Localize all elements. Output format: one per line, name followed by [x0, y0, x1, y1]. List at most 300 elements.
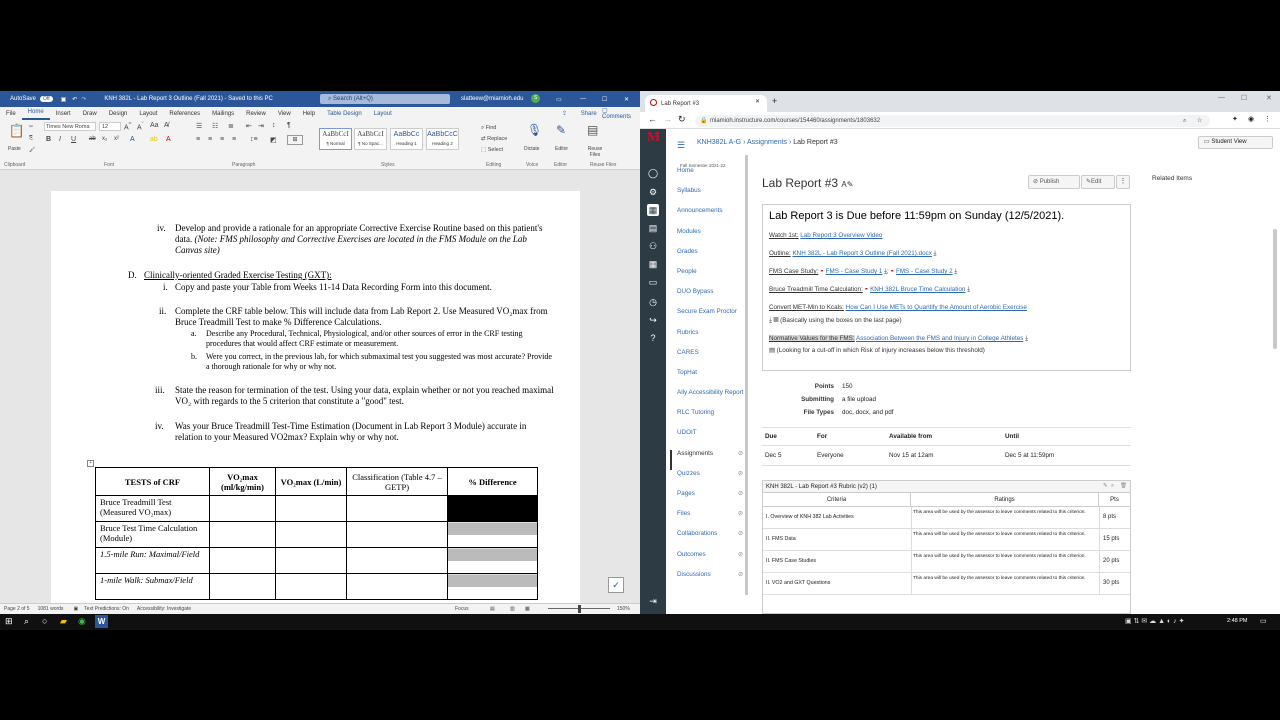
tab-mailings[interactable]: Mailings	[212, 110, 235, 117]
zoom-icon[interactable]: ⌕	[1183, 118, 1187, 124]
course-nav-label: Modules	[677, 227, 701, 235]
fms-link-1[interactable]: FMS - Case Study 1	[825, 268, 883, 275]
miami-logo-icon[interactable]: M	[647, 130, 661, 145]
inbox-icon[interactable]: ▭	[648, 277, 658, 287]
table-cell[interactable]: Bruce Treadmill Test (Measured VO₂max)	[96, 496, 210, 522]
course-nav-item-cares[interactable]	[670, 349, 745, 369]
focus-button[interactable]: Focus	[455, 606, 469, 612]
course-nav-item-home[interactable]	[670, 167, 745, 187]
font-size-select[interactable]: 12	[99, 122, 121, 131]
page-count[interactable]: Page 2 of 5	[4, 606, 30, 612]
web-layout-icon[interactable]: ▦	[525, 606, 530, 612]
numbering-icon[interactable]: ☷	[212, 123, 219, 130]
divider	[762, 445, 1131, 446]
table-cell[interactable]	[347, 574, 448, 600]
table-cell[interactable]	[210, 522, 276, 548]
style-no-spacing[interactable]	[354, 128, 387, 150]
align-right-icon[interactable]: ≡	[220, 136, 225, 143]
style-heading1[interactable]	[390, 128, 423, 150]
autosave-toggle[interactable]: Off	[40, 96, 53, 102]
table-cell[interactable]	[276, 574, 347, 600]
tab-table-design[interactable]: Table Design	[327, 110, 362, 117]
course-nav-scrollbar[interactable]	[745, 155, 748, 595]
description-line: FMS Case Study: ◓ FMS - Case Study 1 ⤓; ◓ FMS - Case Study 2 ⤓	[769, 268, 958, 275]
fms-label: FMS Case Study:	[769, 268, 819, 275]
doc-paragraph: State the reason for termination of the test. Using your data, explain whether or not you reached maximal VO₂ with regards to the 5 criterion that constitute a "good" test.	[175, 385, 554, 406]
collapse-nav-icon[interactable]: ⇥	[649, 596, 657, 606]
paste-label[interactable]: Paste	[8, 146, 21, 152]
download-icon[interactable]: ⤓	[954, 268, 958, 275]
course-nav-label: Pages	[677, 490, 695, 497]
list-marker: i.	[163, 282, 168, 292]
table-cell[interactable]	[210, 548, 276, 574]
table-cell[interactable]	[448, 522, 538, 548]
tab-file[interactable]: File	[6, 110, 16, 117]
table-row	[96, 548, 538, 574]
ribbon-display-icon[interactable]: ▭	[556, 96, 562, 103]
table-cell[interactable]	[276, 548, 347, 574]
description-line	[769, 317, 902, 325]
browser-tabbar	[640, 91, 1280, 112]
rubric-edit-icon[interactable]: ✎	[1103, 483, 1108, 489]
table-move-handle-icon[interactable]: +	[87, 460, 94, 467]
course-nav-label: Announcements	[677, 207, 723, 215]
cortana-icon[interactable]: ○	[42, 616, 48, 626]
url-bar[interactable]	[695, 115, 1210, 127]
share-label: Share	[580, 111, 597, 117]
search-icon: ⌕	[328, 96, 332, 102]
subscript-button[interactable]: x₂	[102, 136, 108, 142]
breadcrumb	[697, 139, 838, 146]
hidden-eye-icon[interactable]: ⊘	[737, 450, 743, 457]
due-available: Nov 15 at 12am	[889, 452, 934, 459]
browser-toolbar	[640, 112, 1280, 129]
course-nav-item-udoit[interactable]	[670, 429, 745, 449]
rubric-row	[763, 529, 1130, 551]
page-title-text: Lab Report #3	[762, 176, 839, 190]
course-nav-label: Ally Accessibility Report	[677, 389, 744, 397]
text-effects-icon[interactable]: A	[130, 136, 135, 143]
list-marker: iv.	[157, 223, 166, 233]
copy-icon[interactable]: ⎘	[29, 135, 34, 141]
download-icon[interactable]: ⤓	[884, 268, 887, 275]
zoom-slider-thumb[interactable]	[578, 605, 581, 613]
notification-icon[interactable]: ▭	[1260, 618, 1267, 625]
breadcrumb-assignments[interactable]: Assignments	[746, 139, 788, 146]
reuse-files-label[interactable]: Reuse Files	[587, 146, 603, 158]
group-clipboard: Clipboard	[4, 162, 26, 168]
course-nav-item-secure-exam-proctor[interactable]	[670, 308, 745, 328]
word-count[interactable]: 1081 words	[37, 606, 64, 612]
rubric-points: 20 pts	[1103, 558, 1120, 564]
pdf-icon: ◓	[890, 268, 895, 275]
clock[interactable]: 2:48 PM	[1227, 618, 1248, 624]
rubric-criterion: II. FMS Case Studies	[766, 558, 817, 564]
download-icon[interactable]: ⤓	[1025, 335, 1028, 342]
window-close-icon[interactable]: ✕	[1266, 95, 1272, 102]
taskbar-search-icon[interactable]: ⌕	[24, 616, 30, 626]
course-nav	[670, 167, 745, 591]
doc-paragraph: Was your Bruce Treadmill Test-Time Estimation (Document in Lab Report 3 Module) accurate in relation to your Measured VO2max? Explain why or why not.	[175, 421, 527, 442]
windows-start-icon[interactable]: ⊞	[5, 616, 13, 626]
course-nav-item-syllabus[interactable]	[670, 187, 745, 207]
rubric-points: 15 pts	[1103, 536, 1120, 542]
paste-icon[interactable]: 📋	[8, 123, 26, 138]
read-mode-icon[interactable]: ▤	[490, 606, 495, 612]
group-paragraph: Paragraph	[232, 162, 256, 168]
fms-link-2[interactable]: FMS - Case Study 2	[895, 268, 953, 275]
line-spacing-icon[interactable]: ↕≡	[250, 136, 258, 143]
pilcrow-icon[interactable]: ¶	[287, 122, 291, 129]
table-cell[interactable]	[448, 496, 538, 522]
back-icon[interactable]: ←	[648, 114, 657, 124]
history-icon[interactable]: ◷	[649, 297, 657, 307]
course-nav-item-assignments[interactable]	[670, 450, 745, 470]
save-icon[interactable]: ▣	[60, 96, 67, 103]
table-header: % Difference	[448, 468, 538, 496]
hidden-eye-icon[interactable]: ⊘	[737, 470, 743, 477]
course-nav-label: Outcomes	[677, 550, 706, 558]
rubric-criterion: II. VO2 and GXT Questions	[766, 580, 831, 586]
immersive-reader-icon[interactable]: A✎	[841, 180, 854, 189]
course-nav-item-pages[interactable]	[670, 490, 745, 510]
points-label: Points	[814, 383, 834, 390]
breadcrumb-separator-icon: ›	[788, 139, 794, 146]
reuse-files-icon[interactable]: ▤	[587, 123, 599, 137]
tab-insert[interactable]: Insert	[55, 110, 71, 117]
comments-button[interactable]	[590, 107, 640, 120]
comment-icon: ▢	[602, 108, 608, 114]
met-note: (Basically using the boxes on the last page)	[780, 317, 902, 324]
align-left-icon[interactable]: ≡	[196, 136, 201, 143]
help-icon[interactable]: ?	[650, 333, 656, 343]
avatar[interactable]: S	[531, 94, 540, 103]
italic-button[interactable]: I	[59, 136, 61, 143]
style-normal[interactable]	[319, 128, 352, 150]
replace-button[interactable]	[481, 136, 507, 142]
format-painter-icon[interactable]: 🖌	[29, 147, 36, 153]
course-nav-item-duo-bypass[interactable]	[670, 288, 745, 308]
table-cell[interactable]	[276, 496, 347, 522]
profile-icon[interactable]: ◉	[1248, 116, 1255, 123]
filetypes-label: File Types	[803, 409, 834, 416]
course-nav-item-rubrics[interactable]	[670, 329, 745, 349]
doc-paragraph: Were you correct, in the previous lab, for which submaximal test you suggested was most accurate? Provide a thorough rationale for why or why not.	[206, 352, 552, 371]
style-normal-preview: AaBbCcI	[322, 130, 349, 138]
rubric-criteria-header: Criteria	[763, 493, 911, 507]
style-no-spacing-preview: AaBbCcI	[357, 130, 384, 138]
maximize-icon[interactable]: ☐	[602, 96, 608, 103]
highlight-icon[interactable]: ab	[150, 136, 158, 143]
window-minimize-icon[interactable]: —	[1218, 94, 1225, 101]
table-header: Classification (Table 4.7 – GETP)	[347, 468, 448, 496]
shading-icon[interactable]: ◩	[270, 137, 277, 144]
editor-icon[interactable]: ✎	[556, 123, 567, 137]
course-nav-item-files[interactable]	[670, 510, 745, 530]
table-cell[interactable]	[347, 522, 448, 548]
preview-icon[interactable]: ▤	[769, 347, 775, 354]
search-box[interactable]	[320, 94, 450, 104]
rubric-delete-icon[interactable]: 🗑	[1120, 483, 1127, 489]
sort-icon[interactable]: ↕	[272, 122, 276, 129]
clear-format-icon[interactable]: A̸	[164, 122, 169, 129]
divider	[762, 427, 1131, 428]
reload-icon[interactable]: ↻	[678, 114, 686, 124]
word-titlebar	[0, 91, 640, 107]
grow-font-icon[interactable]: A^	[124, 122, 132, 132]
tab-design[interactable]: Design	[108, 110, 128, 117]
font-color-icon[interactable]: A	[166, 136, 171, 143]
hamburger-icon[interactable]: ☰	[677, 140, 686, 150]
table-cell[interactable]	[347, 548, 448, 574]
change-case-icon[interactable]: Aa	[150, 122, 159, 129]
norm-link[interactable]: Association Between the FMS and Injury in College Athletes	[856, 335, 1024, 342]
course-nav-label: Home	[677, 167, 694, 174]
checkmark-icon[interactable]: ✓	[608, 577, 624, 593]
outline-link[interactable]: KNH 382L - Lab Report 3 Outline (Fall 2021).docx	[792, 250, 932, 257]
student-view-button[interactable]	[1198, 136, 1273, 149]
tab-references[interactable]: References	[169, 110, 201, 117]
style-heading2[interactable]	[426, 128, 459, 150]
table-cell[interactable]	[347, 496, 448, 522]
course-nav-label: Discussions	[677, 570, 711, 578]
rubric-row	[763, 551, 1130, 573]
decrease-indent-icon[interactable]: ⇤	[246, 123, 252, 130]
rubric	[762, 480, 1131, 614]
align-center-icon[interactable]: ≡	[208, 136, 213, 143]
more-options-icon[interactable]: ⋮	[1116, 175, 1130, 189]
met-link[interactable]: How Can I Use METs to Quantify the Amount of Aerobic Exercise	[845, 304, 1027, 311]
word-taskbar-icon[interactable]: W	[95, 615, 108, 628]
select-label: Select	[487, 147, 504, 153]
word-window	[0, 91, 640, 614]
zoom-level[interactable]: 150%	[617, 606, 630, 612]
editor-label[interactable]: Editor	[555, 146, 569, 152]
document-title: KNH 382L - Lab Report 3 Outline (Fall 2021) - Saved to this PC	[104, 96, 273, 102]
table-cell[interactable]	[448, 548, 538, 574]
bullets-icon[interactable]: ☰	[196, 123, 203, 130]
style-normal-name: ¶ Normal	[326, 141, 345, 146]
extensions-icon[interactable]: ✦	[1232, 116, 1238, 123]
font-name-select[interactable]: Times New Roma	[44, 122, 96, 131]
list-marker: a.	[191, 329, 197, 338]
table-header: VO₂max (L/min)	[276, 468, 347, 496]
edit-button[interactable]	[1081, 175, 1115, 189]
publish-button[interactable]	[1028, 175, 1080, 189]
cut-icon[interactable]: ✂	[29, 124, 34, 130]
download-icon[interactable]: ⤓	[967, 286, 970, 293]
group-editor: Editor	[554, 162, 568, 168]
table-cell[interactable]	[210, 496, 276, 522]
shrink-font-icon[interactable]: $A^ˇ$	[137, 122, 144, 132]
undo-icon[interactable]: ↶	[72, 96, 78, 103]
course-nav-item-rlc-tutoring[interactable]	[670, 409, 745, 429]
browser-tab-title: Lab Report #3	[661, 100, 700, 107]
filetypes-value: doc, docx, and pdf	[842, 409, 894, 416]
forward-icon[interactable]: →	[663, 114, 672, 124]
word-statusbar	[0, 603, 640, 614]
tab-draw[interactable]: Draw	[82, 110, 97, 117]
multilevel-icon[interactable]: ≣	[228, 123, 234, 130]
description-line	[769, 286, 970, 294]
select-icon: ⬚	[481, 147, 488, 153]
outline-label: Outline:	[769, 250, 791, 257]
underline-button[interactable]: U	[71, 136, 77, 143]
rubric-divider	[1099, 507, 1100, 529]
watch-link[interactable]: Lab Report 3 Overview Video	[800, 232, 883, 239]
new-tab-icon[interactable]: +	[772, 96, 778, 106]
style-no-spacing-name: ¶ No Spac...	[358, 141, 383, 146]
rubric-title: KNH 382L - Lab Report #3 Rubric (v2) (1)	[763, 481, 1130, 493]
rubric-criterion: I. Overview of KNH 382 Lab Activities	[766, 514, 854, 520]
borders-icon[interactable]: ⊞	[287, 135, 303, 145]
table-cell[interactable]	[210, 574, 276, 600]
hidden-eye-icon[interactable]: ⊘	[737, 491, 743, 497]
bookmark-star-icon[interactable]: ☆	[1197, 118, 1203, 124]
list-marker: iv.	[155, 421, 164, 431]
due-for: Everyone	[817, 452, 844, 459]
course-nav-label: Quizzes	[677, 469, 700, 477]
breadcrumb-current: Lab Report #3	[793, 139, 838, 146]
bruce-link[interactable]: KNH 382L Bruce Time Calculation	[870, 286, 966, 293]
chrome-taskbar-icon[interactable]: ◉	[78, 616, 86, 626]
admin-icon[interactable]: ⚙	[648, 187, 658, 197]
tab-layout[interactable]: Layout	[139, 110, 158, 117]
page-scrollbar[interactable]	[1273, 229, 1277, 349]
course-nav-item-ally-accessibility-report[interactable]	[670, 389, 745, 409]
preview-icon[interactable]: ▤	[773, 317, 779, 324]
window-maximize-icon[interactable]: ☐	[1241, 95, 1248, 102]
tab-home[interactable]: Home	[22, 107, 50, 120]
hidden-eye-icon[interactable]: ⊘	[737, 551, 743, 558]
course-nav-label: CARES	[677, 348, 699, 356]
find-label: Find	[485, 125, 497, 131]
doc-note: (Note: FMS philosophy and Corrective Exercises are located in the FMS Module on the Lab Canvas site)	[175, 234, 527, 255]
course-nav-item-grades[interactable]	[670, 248, 745, 268]
dashboard-icon[interactable]: ▦	[648, 205, 658, 215]
description-line	[769, 250, 936, 258]
table-cell[interactable]: 1.5-mile Run: Maximal/Field	[96, 548, 210, 574]
course-nav-label: Collaborations	[677, 530, 718, 538]
divider	[762, 465, 1131, 466]
tab-close-icon[interactable]: ✕	[755, 99, 761, 105]
term-label: Fall Semester 2021-22	[680, 163, 726, 168]
chrome-menu-icon[interactable]: ⋮	[1264, 116, 1271, 123]
print-layout-icon[interactable]: ▥	[510, 606, 515, 612]
redo-icon[interactable]: ↷	[81, 96, 87, 103]
doc-paragraph: Complete the CRF table below. This will include data from Lab Report 2. Use Measured VO₂max from Bruce Treadmill Test to make % Difference Calculations.	[175, 306, 548, 327]
group-voice: Voice	[526, 162, 539, 168]
course-nav-item-discussions[interactable]	[670, 571, 745, 591]
description-line	[769, 304, 1027, 311]
superscript-button[interactable]: x²	[114, 136, 119, 142]
tab-review[interactable]: Review	[246, 110, 266, 117]
close-icon[interactable]: ✕	[624, 96, 630, 103]
download-icon[interactable]: ⤓	[933, 250, 937, 257]
rubric-pts-header: Pts	[1099, 493, 1130, 507]
system-tray-icons[interactable]: ▣ ⇅ ✉ ☁ ▲ ◐ ♪ ✦	[1125, 618, 1185, 625]
file-explorer-icon[interactable]: ▰	[60, 616, 67, 626]
pdf-icon: ◓	[864, 286, 869, 293]
table-header-row	[96, 468, 538, 496]
text-predictions[interactable]: Text Predictions: On	[84, 606, 129, 612]
breadcrumb-separator-icon: ›	[743, 139, 747, 146]
breadcrumb-course[interactable]: KNH382L A-G	[697, 139, 742, 146]
course-nav-item-announcements[interactable]	[670, 207, 745, 227]
document-page[interactable]	[51, 191, 620, 609]
table-cell[interactable]: Bruce Test Time Calculation (Module)	[96, 522, 210, 548]
course-nav-item-tophat[interactable]	[670, 369, 745, 389]
hidden-eye-icon[interactable]: ⊘	[737, 571, 743, 578]
rubric-search-icon[interactable]: ⌕	[1111, 483, 1114, 489]
rubric-divider	[1099, 573, 1100, 595]
download-icon[interactable]: ⤓	[769, 317, 772, 324]
hidden-eye-icon[interactable]: ⊘	[737, 531, 743, 538]
courses-icon[interactable]: ▤	[648, 223, 658, 233]
course-nav-item-modules[interactable]	[670, 228, 745, 248]
increase-indent-icon[interactable]: ⇥	[258, 123, 264, 130]
list-marker: D.	[128, 270, 137, 280]
group-font: Font	[104, 162, 115, 168]
canvas-favicon-icon	[650, 99, 657, 106]
due-col-header: Due	[765, 433, 777, 440]
rubric-points: 8 pts	[1103, 514, 1117, 520]
tab-help[interactable]: Help	[302, 110, 316, 117]
dictate-label[interactable]: Dictate	[524, 146, 540, 152]
accessibility-status[interactable]: Accessibility: Investigate	[136, 606, 192, 612]
comments-label: Comments	[602, 114, 632, 120]
doc-heading: Clinically-oriented Graded Exercise Testing (GXT):	[144, 270, 332, 280]
browser-tab[interactable]	[645, 95, 767, 112]
justify-icon[interactable]: ≡	[232, 136, 237, 143]
table-row	[96, 522, 538, 548]
due-date: Dec 5	[765, 452, 782, 459]
hidden-eye-icon[interactable]: ⊘	[737, 511, 743, 518]
course-nav-item-people[interactable]	[670, 268, 745, 288]
select-button[interactable]	[481, 147, 503, 153]
tab-table-layout[interactable]: Layout	[373, 110, 392, 117]
bold-button[interactable]: B	[46, 136, 52, 143]
microphone-icon[interactable]: 🎙	[527, 123, 543, 137]
table-cell[interactable]: 1-mile Walk: Submax/Field	[96, 574, 210, 600]
course-nav-label: Rubrics	[677, 328, 699, 336]
course-nav-label: UDOIT	[677, 429, 697, 437]
commons-icon[interactable]: ↪	[649, 315, 657, 325]
course-nav-item-outcomes[interactable]	[670, 551, 745, 571]
tab-view[interactable]: View	[277, 110, 291, 117]
proofing-icon[interactable]: ▣	[73, 606, 79, 612]
groups-icon[interactable]: ⚇	[648, 241, 658, 251]
crf-table[interactable]	[95, 467, 538, 600]
page-title	[762, 176, 853, 190]
find-button[interactable]	[481, 125, 496, 132]
account-icon[interactable]: ◯	[647, 168, 659, 178]
minimize-icon[interactable]: —	[580, 96, 586, 102]
course-nav-item-quizzes[interactable]	[670, 470, 745, 490]
calendar-icon[interactable]: ▦	[648, 259, 658, 269]
points-value: 150	[842, 383, 853, 390]
strikethrough-button[interactable]: ab	[89, 136, 96, 142]
student-view-icon: ▭	[1204, 139, 1212, 145]
rubric-rating: This area will be used by the assessor to leave comments related to this criterion.	[913, 554, 1086, 559]
course-nav-item-collaborations[interactable]	[670, 530, 745, 550]
table-cell[interactable]	[276, 522, 347, 548]
table-cell[interactable]	[448, 574, 538, 600]
style-heading2-name: Heading 2	[432, 141, 453, 146]
list-marker: iii.	[155, 385, 165, 395]
bruce-label: Bruce Treadmill Time Calculation:	[769, 286, 863, 293]
course-nav-label: RLC Tutoring	[677, 409, 715, 417]
